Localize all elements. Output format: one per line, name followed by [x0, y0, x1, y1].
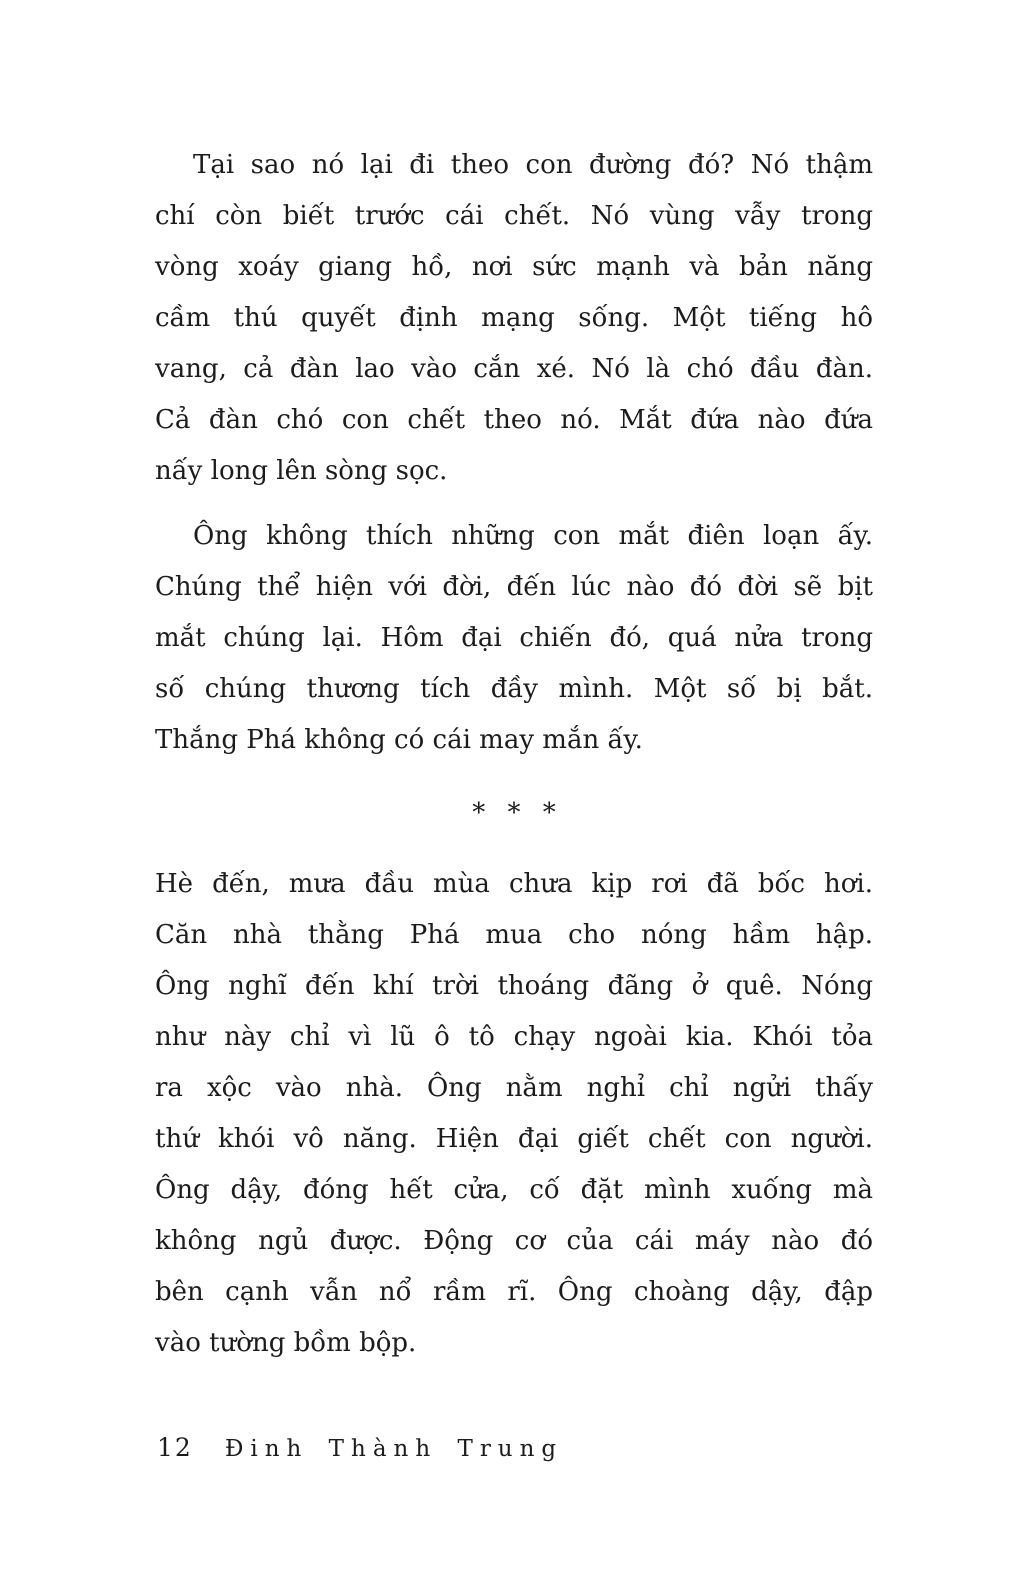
- text-line: cầm thú quyết định mạng sống. Một tiếng hô: [155, 303, 873, 333]
- text-line: chí còn biết trước cái chết. Nó vùng vẫy trong: [155, 201, 873, 231]
- page-footer: [157, 1432, 563, 1465]
- text-line: Hè đến, mưa đầu mùa chưa kịp rơi đã bốc hơi.: [155, 869, 873, 899]
- paragraph: [155, 511, 873, 766]
- text-line: vào tường bồm bộp.: [155, 1328, 417, 1358]
- text-line: như này chỉ vì lũ ô tô chạy ngoài kia. Khói tỏa: [155, 1022, 873, 1052]
- text-line: vang, cả đàn lao vào cắn xé. Nó là chó đầu đàn.: [155, 354, 873, 384]
- text-line: vòng xoáy giang hồ, nơi sức mạnh và bản năng: [155, 252, 873, 282]
- text-line: ra xộc vào nhà. Ông nằm nghỉ chỉ ngửi thấy: [155, 1073, 873, 1103]
- text-line: Cả đàn chó con chết theo nó. Mắt đứa nào đứa: [155, 405, 873, 435]
- page-number: 12: [157, 1433, 193, 1462]
- text-block: [155, 140, 873, 1383]
- author-name: Đinh Thành Trung: [224, 1436, 564, 1462]
- text-line: Thắng Phá không có cái may mắn ấy.: [155, 725, 643, 755]
- section-separator: * * *: [472, 798, 556, 828]
- text-line: Ông nghĩ đến khí trời thoáng đãng ở quê. Nóng: [155, 971, 873, 1001]
- text-line: Tại sao nó lại đi theo con đường đó? Nó thậm: [193, 150, 873, 180]
- paragraph: [155, 859, 873, 1369]
- text-line: số chúng thương tích đầy mình. Một số bị bắt.: [155, 674, 873, 704]
- paragraph: [155, 140, 873, 497]
- text-line: Ông không thích những con mắt điên loạn ấy.: [193, 521, 873, 551]
- text-line: nấy long lên sòng sọc.: [155, 456, 448, 486]
- text-line: mắt chúng lại. Hôm đại chiến đó, quá nửa trong: [155, 623, 873, 653]
- text-line: Chúng thể hiện với đời, đến lúc nào đó đời sẽ bịt: [155, 572, 873, 602]
- text-line: thứ khói vô năng. Hiện đại giết chết con người.: [155, 1124, 873, 1154]
- text-line: không ngủ được. Động cơ của cái máy nào đó: [155, 1226, 873, 1256]
- text-line: Căn nhà thằng Phá mua cho nóng hầm hập.: [155, 920, 873, 950]
- text-line: Ông dậy, đóng hết cửa, cố đặt mình xuống mà: [155, 1175, 873, 1205]
- text-line: bên cạnh vẫn nổ rầm rĩ. Ông choàng dậy, đập: [155, 1277, 873, 1307]
